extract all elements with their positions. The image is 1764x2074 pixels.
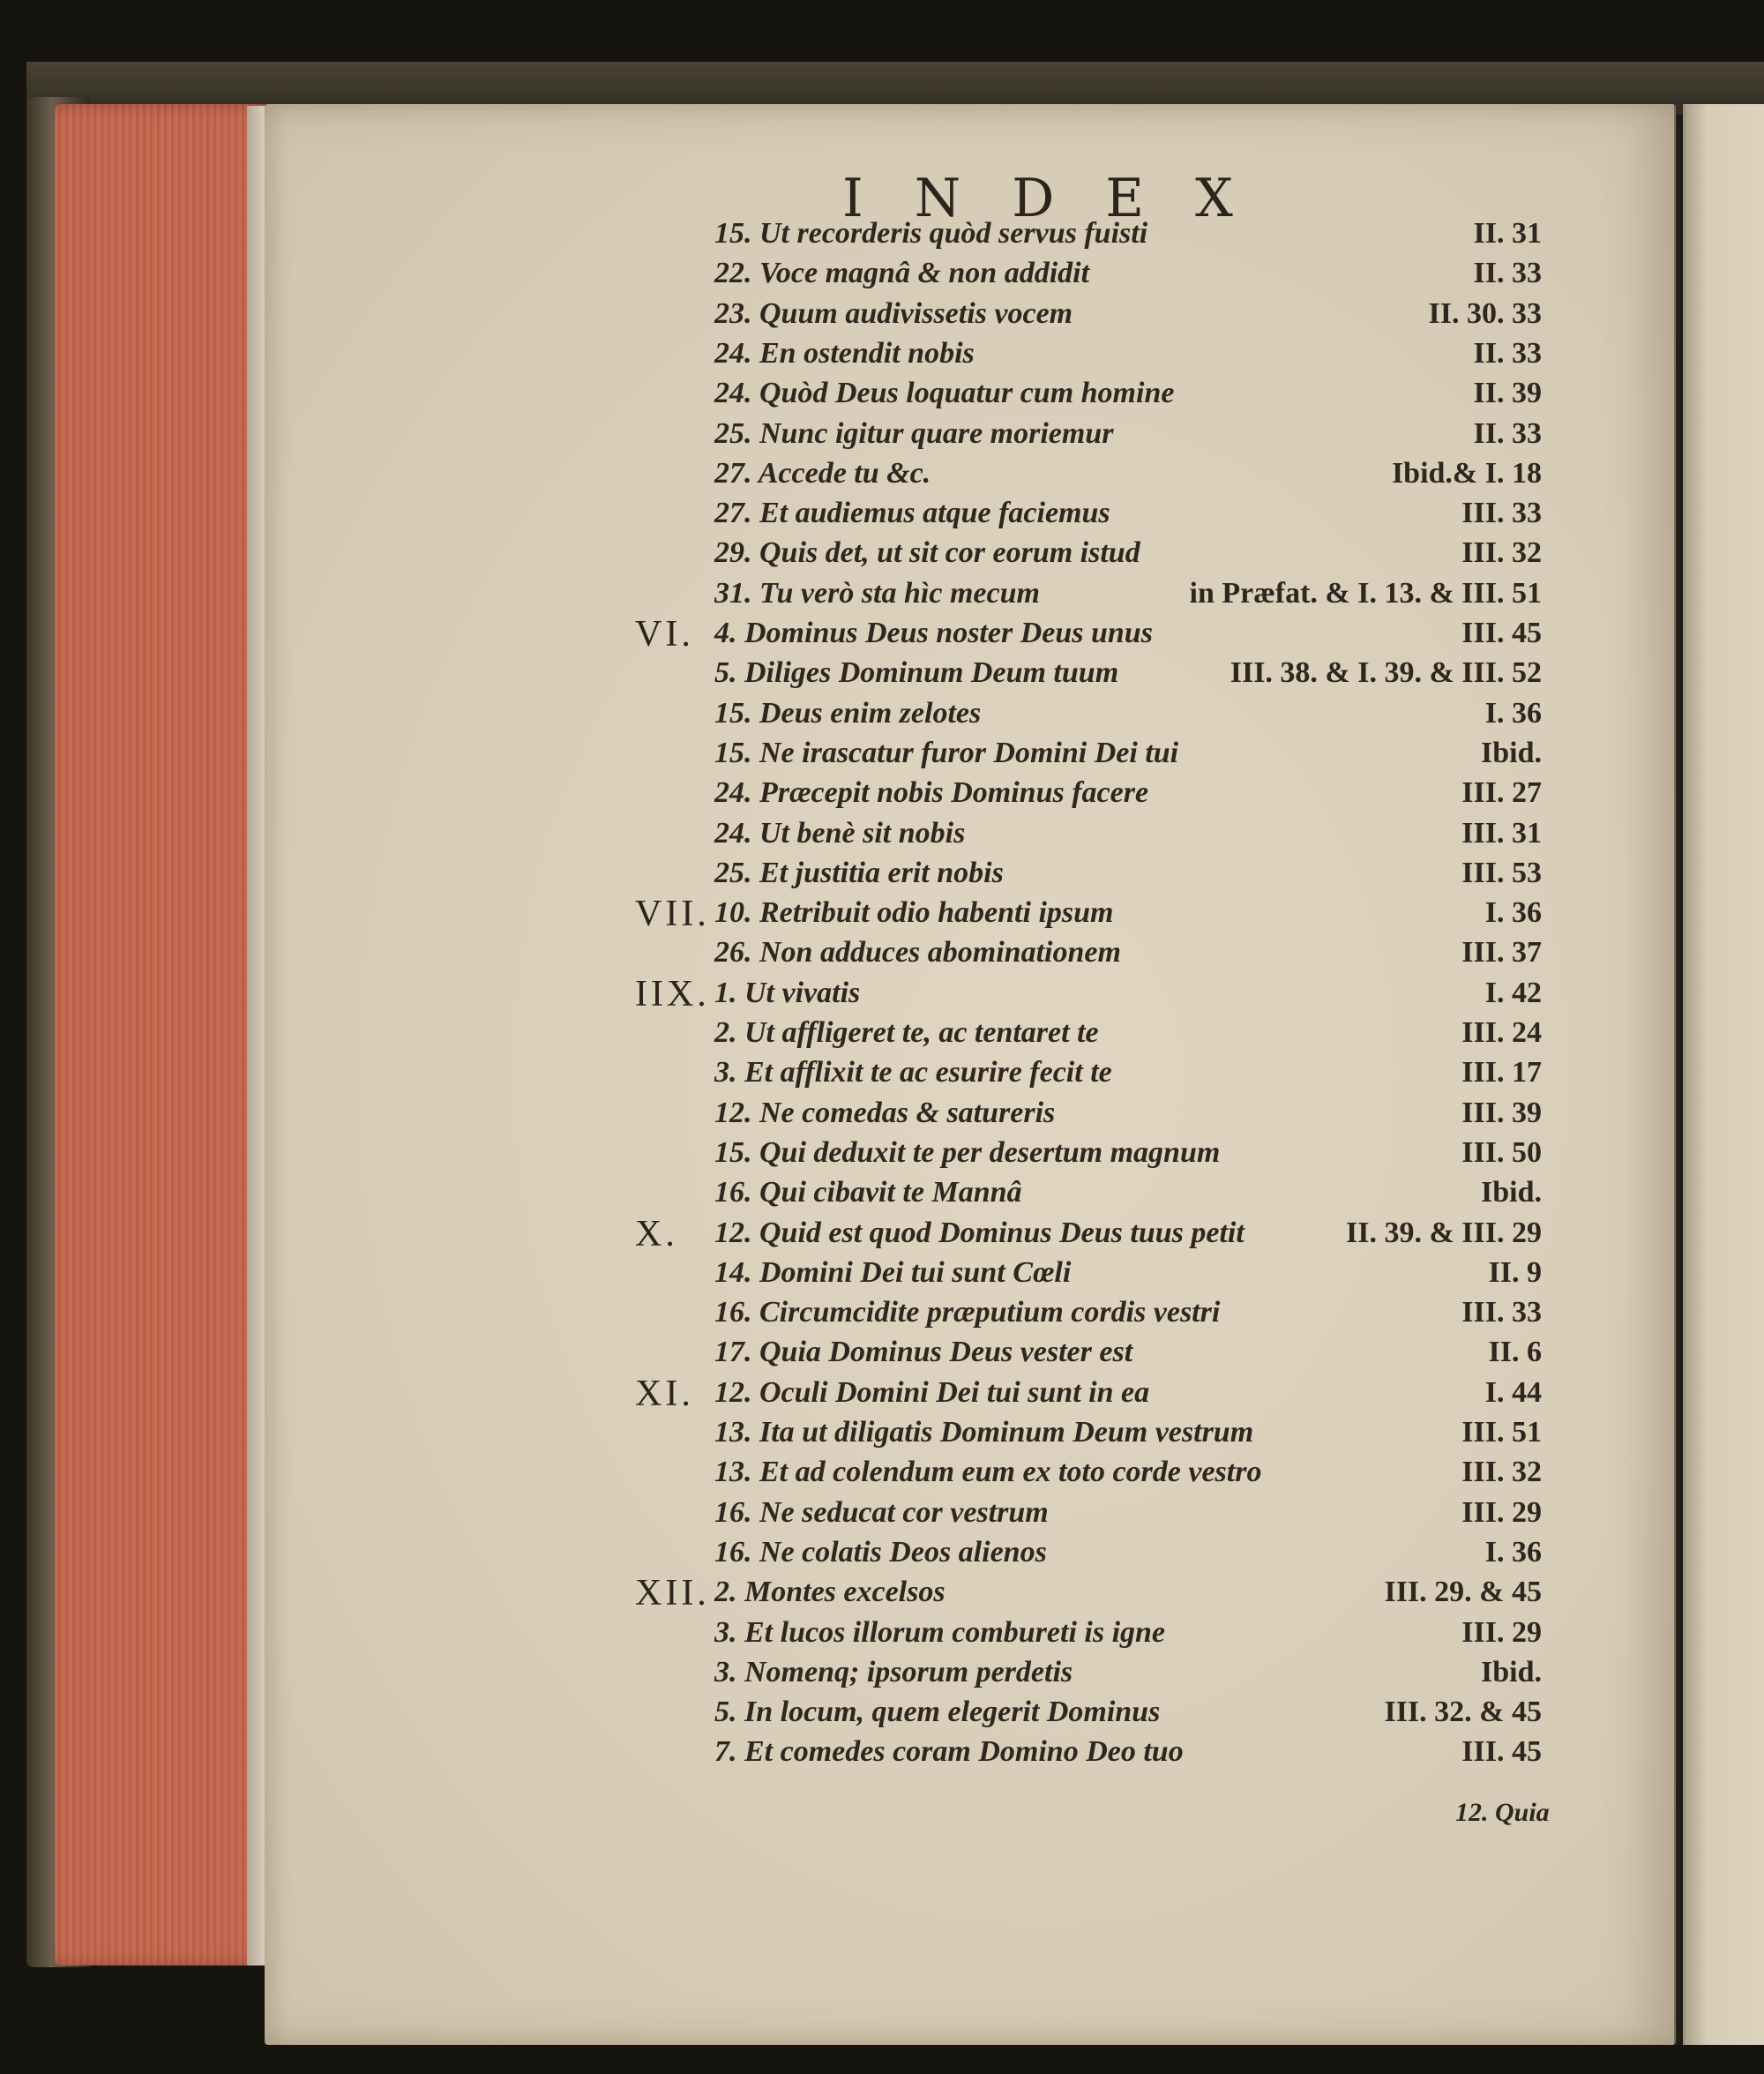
chapter-number: VII. [635, 894, 710, 935]
index-entry [265, 697, 1676, 738]
index-entry [265, 1097, 1676, 1137]
index-entry [265, 1656, 1676, 1696]
index-entry [265, 1573, 1676, 1616]
reference: II. 6 [1488, 1336, 1542, 1369]
index-entry [265, 896, 1676, 937]
verse-text: 24. En ostendit nobis [714, 336, 975, 370]
reference: I. 44 [1484, 1375, 1542, 1409]
reference: III. 17 [1461, 1056, 1542, 1089]
index-entry [265, 377, 1676, 417]
reference: in Præfat. & I. 13. & III. 51 [1189, 576, 1542, 610]
reference: III. 39 [1461, 1096, 1542, 1129]
reference: II. 31 [1473, 217, 1542, 250]
reference: III. 33 [1461, 1296, 1542, 1329]
page-title: INDEX [842, 168, 1284, 229]
reference: III. 32 [1461, 1456, 1542, 1489]
verse-text: 1. Ut vivatis [714, 976, 861, 1009]
reference: I. 36 [1484, 1535, 1542, 1569]
index-entry [265, 656, 1676, 697]
facing-page-edge [1683, 104, 1764, 2045]
verse-text: 29. Quis det, ut sit cor eorum istud [714, 536, 1140, 570]
reference: I. 36 [1484, 696, 1542, 730]
page-gutter-shadow [1674, 104, 1686, 2045]
reference: Ibid. [1481, 1176, 1542, 1209]
index-entry [265, 1373, 1676, 1417]
index-entry [265, 1536, 1676, 1576]
verse-text: 15. Deus enim zelotes [714, 696, 982, 730]
reference: III. 24 [1461, 1016, 1542, 1049]
reference: Ibid. [1481, 736, 1542, 769]
index-entry [265, 1735, 1676, 1776]
index-entry [265, 936, 1676, 977]
reference: II. 33 [1473, 257, 1542, 290]
reference: III. 33 [1461, 497, 1542, 530]
verse-text: 7. Et comedes coram Domino Deo tuo [714, 1735, 1184, 1769]
index-entry [265, 1136, 1676, 1177]
reference: III. 31 [1461, 816, 1542, 850]
verse-text: 5. Diliges Dominum Deum tuum [714, 656, 1119, 690]
index-entry [265, 1416, 1676, 1456]
index-entry [265, 337, 1676, 378]
reference: II. 33 [1473, 416, 1542, 450]
index-entry [265, 1016, 1676, 1057]
index-entry [265, 1616, 1676, 1657]
reference: III. 27 [1461, 776, 1542, 810]
chapter-number: VI. [635, 614, 694, 655]
verse-text: 2. Montes excelsos [714, 1576, 946, 1609]
index-entry [265, 1056, 1676, 1097]
verse-text: 24. Ut benè sit nobis [714, 816, 966, 850]
verse-text: 27. Et audiemus atque faciemus [714, 497, 1110, 530]
verse-text: 26. Non adduces abominationem [714, 936, 1121, 970]
index-entry [265, 457, 1676, 498]
verse-text: 15. Ut recorderis quòd servus fuisti [714, 217, 1148, 250]
reference: III. 29. & 45 [1384, 1576, 1542, 1609]
index-entry [265, 776, 1676, 817]
index-entry [265, 1456, 1676, 1496]
verse-text: 31. Tu verò sta hìc mecum [714, 576, 1040, 610]
verse-text: 13. Ita ut diligatis Dominum Deum vestrum [714, 1416, 1254, 1449]
verse-text: 16. Qui cibavit te Mannâ [714, 1176, 1022, 1209]
verse-text: 23. Quum audivissetis vocem [714, 296, 1073, 330]
verse-text: 3. Et lucos illorum combureti is igne [714, 1615, 1166, 1649]
reference: III. 29 [1461, 1495, 1542, 1529]
reference: II. 39 [1473, 377, 1542, 410]
index-entry [265, 614, 1676, 657]
catchword: 12. Quia [1455, 1798, 1550, 1827]
verse-text: 16. Ne colatis Deos alienos [714, 1535, 1047, 1569]
reference: II. 9 [1488, 1255, 1542, 1289]
index-entry [265, 1336, 1676, 1376]
index-entry [265, 1496, 1676, 1537]
page-fore-edge [55, 104, 266, 1965]
index-entry [265, 1213, 1676, 1257]
reference: III. 38. & I. 39. & III. 52 [1230, 656, 1542, 690]
verse-text: 13. Et ad colendum eum ex toto corde vestro [714, 1456, 1262, 1489]
index-entry [265, 1256, 1676, 1297]
reference: II. 30. 33 [1428, 296, 1542, 330]
verse-text: 25. Nunc igitur quare moriemur [714, 416, 1114, 450]
reference: III. 29 [1461, 1615, 1542, 1649]
verse-text: 14. Domini Dei tui sunt Cœli [714, 1255, 1072, 1289]
index-entry [265, 1176, 1676, 1217]
reference: III. 51 [1461, 1416, 1542, 1449]
reference: III. 45 [1461, 1735, 1542, 1769]
verse-text: 5. In locum, quem elegerit Dominus [714, 1696, 1161, 1729]
reference: III. 37 [1461, 936, 1542, 970]
index-entry [265, 297, 1676, 338]
reference: II. 33 [1473, 336, 1542, 370]
reference: Ibid.& I. 18 [1391, 456, 1542, 490]
index-entry [265, 737, 1676, 777]
index-entry [265, 417, 1676, 458]
verse-text: 16. Circumcidite præputium cordis vestri [714, 1296, 1221, 1329]
chapter-number: XII. [635, 1573, 710, 1614]
verse-text: 22. Voce magnâ & non addidit [714, 257, 1090, 290]
verse-text: 15. Qui deduxit te per desertum magnum [714, 1135, 1221, 1169]
reference: III. 45 [1461, 617, 1542, 649]
verse-text: 12. Oculi Domini Dei tui sunt in ea [714, 1375, 1150, 1409]
chapter-number: XI. [635, 1373, 694, 1414]
index-entry [265, 577, 1676, 618]
index-entry [265, 497, 1676, 537]
index-entry [265, 257, 1676, 297]
verse-text: 3. Nomenq; ipsorum perdetis [714, 1655, 1073, 1688]
reference: I. 36 [1484, 896, 1542, 930]
reference: II. 39. & III. 29 [1346, 1216, 1542, 1249]
book-page [265, 104, 1676, 2045]
index-entry [265, 217, 1676, 258]
index-entry [265, 817, 1676, 857]
verse-text: 15. Ne irascatur furor Domini Dei tui [714, 736, 1179, 769]
index-entry [265, 857, 1676, 897]
reference: III. 50 [1461, 1135, 1542, 1169]
index-entry [265, 1296, 1676, 1336]
verse-text: 2. Ut affligeret te, ac tentaret te [714, 1016, 1099, 1049]
chapter-number: X. [635, 1213, 678, 1254]
verse-text: 16. Ne seducat cor vestrum [714, 1495, 1049, 1529]
reference: Ibid. [1481, 1655, 1542, 1688]
index-entry [265, 973, 1676, 1017]
verse-text: 12. Quid est quod Dominus Deus tuus petit [714, 1216, 1245, 1249]
chapter-number: IIX. [635, 973, 710, 1015]
reference: I. 42 [1484, 976, 1542, 1009]
verse-text: 27. Accede tu &c. [714, 456, 931, 490]
verse-text: 10. Retribuit odio habenti ipsum [714, 896, 1114, 930]
verse-text: 24. Præcepit nobis Dominus facere [714, 776, 1149, 810]
reference: III. 32 [1461, 536, 1542, 570]
reference: III. 32. & 45 [1384, 1696, 1542, 1729]
verse-text: 17. Quia Dominus Deus vester est [714, 1336, 1133, 1369]
index-entry [265, 1696, 1676, 1736]
verse-text: 12. Ne comedas & satureris [714, 1096, 1056, 1129]
verse-text: 25. Et justitia erit nobis [714, 856, 1004, 889]
reference: III. 53 [1461, 856, 1542, 889]
verse-text: 4. Dominus Deus noster Deus unus [714, 617, 1153, 649]
verse-text: 24. Quòd Deus loquatur cum homine [714, 377, 1175, 410]
verse-text: 3. Et afflixit te ac esurire fecit te [714, 1056, 1112, 1089]
index-entry [265, 536, 1676, 577]
